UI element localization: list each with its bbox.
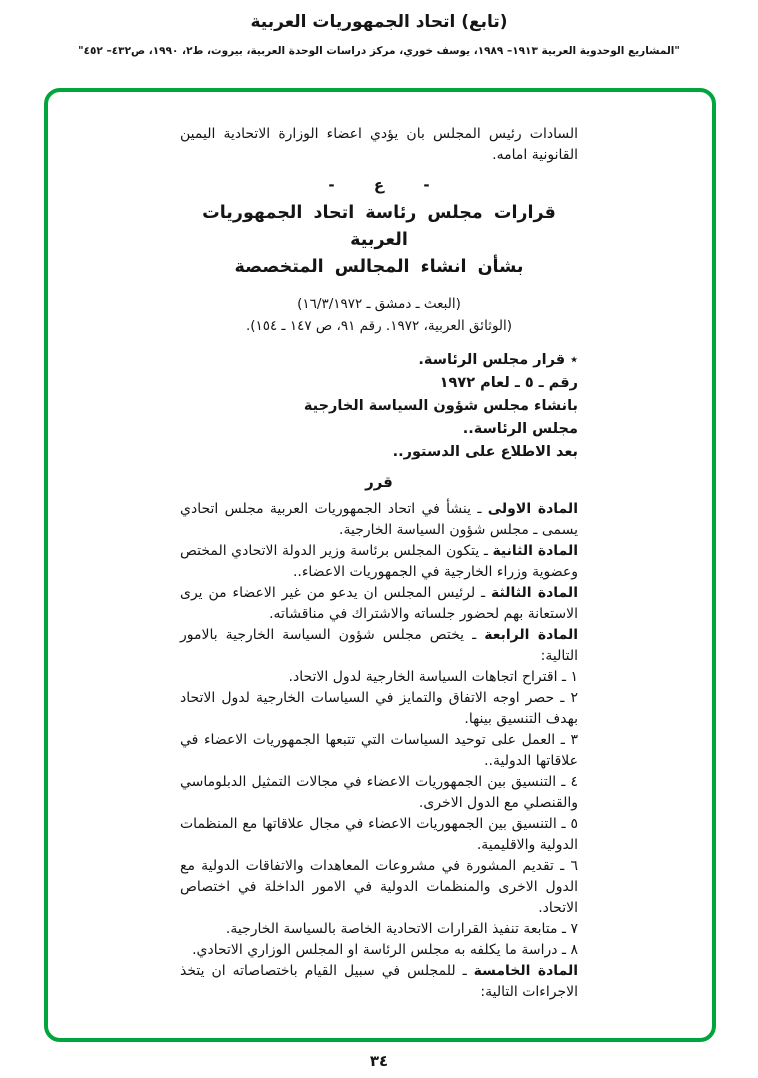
numbered-item: ٢ ـ حصر اوجه الاتفاق والتمايز في السياسات الخارجية لدول الاتحاد بهدف التنسيق بينها. — [180, 690, 578, 727]
intro-paragraph: السادات رئيس المجلس بان يؤدي اعضاء الوزارة الاتحادية اليمين القانونية امامه. — [180, 126, 578, 163]
star-icon: ٭ — [570, 352, 578, 368]
numbered-item: ٥ ـ التنسيق بين الجمهوريات الاعضاء في مجال علاقاتها مع المنظمات الدولية والاقليمية. — [180, 816, 578, 853]
article-text: ـ يختص مجلس شؤون السياسة الخارجية بالامور التالية: — [180, 627, 578, 664]
document-title-line2: بشأن انشاء المجالس المتخصصة — [234, 257, 524, 277]
article-text: ـ لرئيس المجلس ان يدعو من غير الاعضاء من يرى الاستعانة بهم لحضور جلساته والاشتراك في مناقشاته. — [180, 585, 578, 622]
numbered-item: ٤ ـ التنسيق بين الجمهوريات الاعضاء في مجالات التمثيل الدبلوماسي والقنصلي مع الدول الاخرى. — [180, 774, 578, 811]
article-text: ـ ينشأ في اتحاد الجمهوريات العربية مجلس اتحادي يسمى ـ مجلس شؤون السياسة الخارجية. — [180, 501, 578, 538]
decree-line: مجلس الرئاسة.. — [462, 421, 578, 437]
decree-line — [180, 349, 578, 372]
article-text: ـ للمجلس في سبيل القيام باختصاصاته ان يتخذ الاجراءات التالية: — [180, 963, 578, 1000]
source-line: (البعث ـ دمشق ـ ١٦/٣/١٩٧٢) — [297, 296, 461, 312]
decree-line-text: قرار مجلس الرئاسة. — [418, 352, 566, 368]
decree-word: قرر — [365, 473, 393, 491]
document-title — [180, 200, 578, 281]
article-paragraph — [180, 961, 578, 1003]
document-title-line1: قرارات مجلس رئاسة اتحاد الجمهوريات العربية — [202, 203, 556, 250]
article-label: المادة الرابعة — [484, 627, 579, 643]
article-label: المادة الثانية — [492, 543, 579, 559]
numbered-item: ٣ ـ العمل على توحيد السياسات التي تتبعها الجمهوريات الاعضاء في علاقاتها الدولية.. — [180, 732, 578, 769]
numbered-item: ٦ ـ تقديم المشورة في مشروعات المعاهدات والاتفاقات الدولية مع الدول الاخرى والمنظمات الدولية في الامور الداخلة في اختصاص الاتحاد. — [180, 858, 578, 916]
decree-line: رقم ـ ٥ ـ لعام ١٩٧٢ — [439, 375, 578, 391]
article-paragraph — [180, 541, 578, 583]
page-number: ٣٤ — [369, 1052, 389, 1070]
decree-heading-block — [180, 349, 578, 464]
article-paragraph — [180, 583, 578, 625]
article-text: ـ يتكون المجلس برئاسة وزير الدولة الاتحادي المختص وعضوية وزراء الخارجية في الجمهوريات الاعضاء.. — [180, 543, 578, 580]
page-title: (تابع) اتحاد الجمهوريات العربية — [250, 12, 508, 32]
page-header — [0, 12, 758, 57]
decree-line: بعد الاطلاع على الدستور.. — [392, 444, 578, 460]
source-block — [180, 293, 578, 337]
article-label: المادة الاولى — [487, 501, 578, 517]
article-label: المادة الخامسة — [473, 963, 579, 979]
section-separator: - ع - — [328, 176, 430, 194]
source-line: (الوثائق العربية، ١٩٧٢. رقم ٩١، ص ١٤٧ ـ ١٥٤). — [245, 318, 513, 334]
document-body — [180, 124, 578, 1003]
article-paragraph — [180, 499, 578, 541]
numbered-item: ٨ ـ دراسة ما يكلفه به مجلس الرئاسة او المجلس الوزاري الاتحادي. — [192, 942, 578, 958]
numbered-item: ٧ ـ متابعة تنفيذ القرارات الاتحادية الخاصة بالسياسة الخارجية. — [225, 921, 578, 937]
numbered-item: ١ ـ اقتراح اتجاهات السياسة الخارجية لدول الاتحاد. — [288, 669, 578, 685]
article-paragraph — [180, 625, 578, 667]
decree-line: بانشاء مجلس شؤون السياسة الخارجية — [303, 398, 578, 414]
article-label: المادة الثالثة — [491, 585, 578, 601]
citation: "المشاريع الوحدوية العربية ١٩١٣– ١٩٨٩، يوسف خوري، مركز دراسات الوحدة العربية، بيروت، ط٢، ١٩٩٠، ص٤٣٢– ٤٥٢" — [78, 45, 680, 57]
